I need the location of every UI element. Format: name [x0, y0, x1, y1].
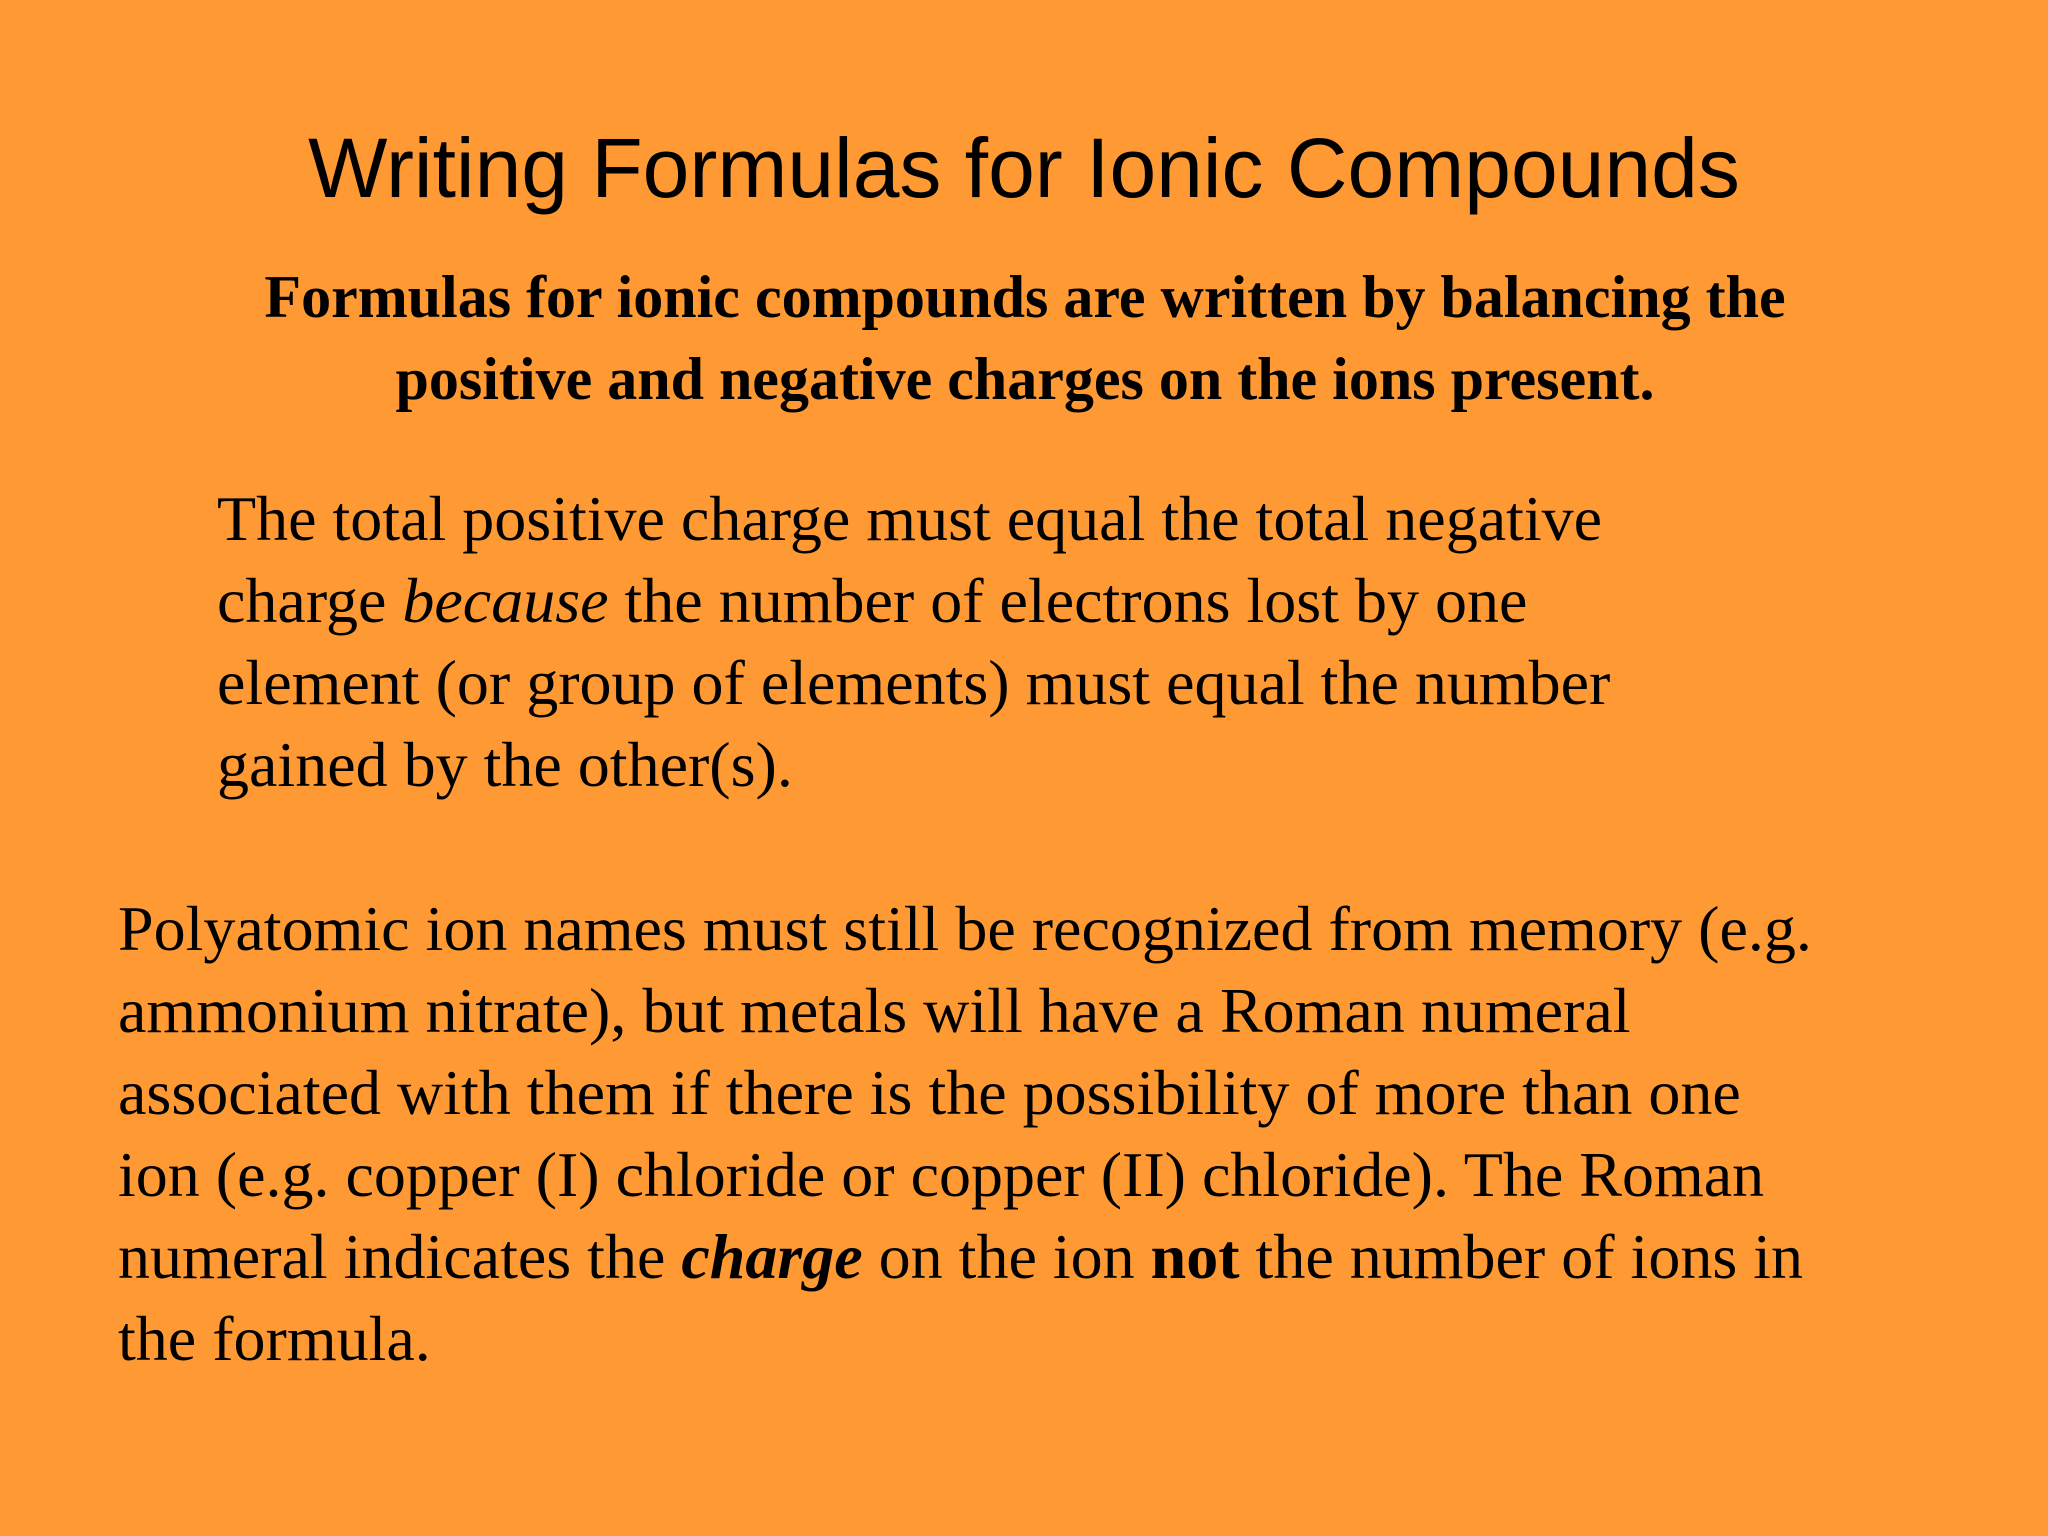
paragraph2-line-2: ammonium nitrate), but metals will have a Roman numeral — [118, 975, 1631, 1046]
paragraph2-line-5-end: the number of ions in — [1239, 1221, 1803, 1292]
paragraph2-line-5 — [118, 1216, 1938, 1298]
paragraph2-line-4: ion (e.g. copper (I) chloride or copper (II) chloride). The Roman — [118, 1139, 1765, 1210]
not-emphasis: not — [1150, 1221, 1240, 1292]
because-emphasis: because — [402, 565, 609, 636]
subtitle-line-2: positive and negative charges on the ions present. — [395, 346, 1655, 412]
slide-subtitle — [130, 256, 1920, 420]
paragraph1-line-4: gained by the other(s). — [217, 729, 793, 800]
paragraph2-line-5-start: numeral indicates the — [118, 1221, 682, 1292]
slide-title: Writing Formulas for Ionic Compounds — [308, 121, 1740, 215]
charge-emphasis — [681, 1221, 862, 1292]
charge-balance-paragraph — [217, 478, 1777, 806]
paragraph1-line-2-start: charge — [217, 565, 403, 636]
paragraph2-line-6: the formula. — [118, 1303, 431, 1374]
paragraph1-line-1: The total positive charge must equal the total negative — [217, 483, 1603, 554]
paragraph2-line-3: associated with them if there is the possibility of more than one — [118, 1057, 1741, 1128]
paragraph1-line-2-end: the number of electrons lost by one — [608, 565, 1528, 636]
paragraph1-line-3: element (or group of elements) must equal the number — [217, 647, 1611, 718]
paragraph2-line-1: Polyatomic ion names must still be recognized from memory (e.g. — [118, 893, 1812, 964]
subtitle-line-1: Formulas for ionic compounds are written by balancing the — [264, 264, 1786, 330]
charge-emphasis-text: charge — [681, 1221, 863, 1292]
roman-numeral-paragraph — [118, 888, 1938, 1380]
paragraph2-line-5-middle: on the ion — [862, 1221, 1151, 1292]
paragraph1-line-2 — [217, 560, 1777, 642]
